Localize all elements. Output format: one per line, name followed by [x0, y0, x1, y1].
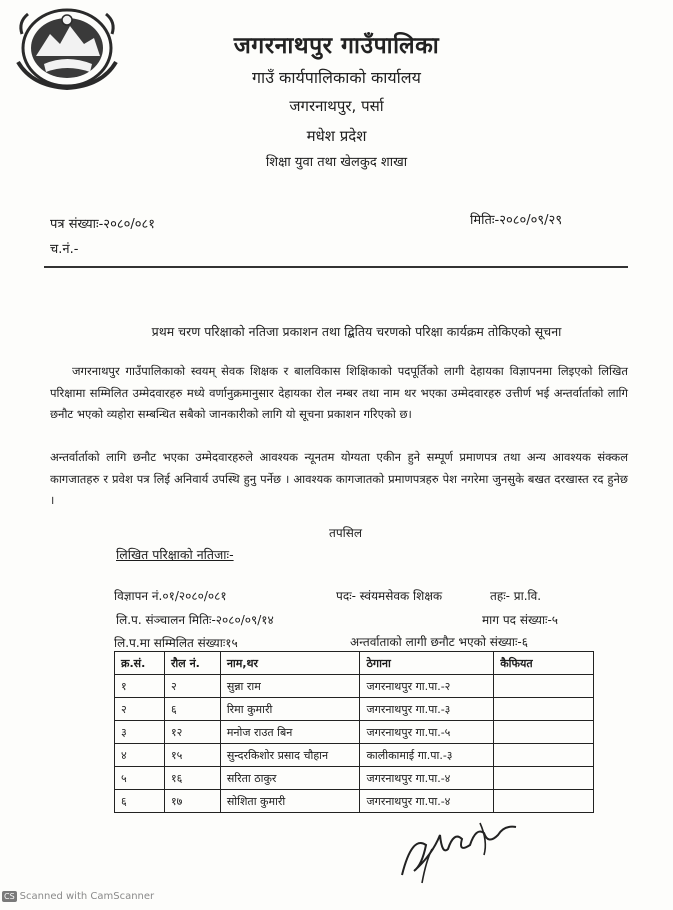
cell-address: जगरनाथपुर गा.पा.-५	[360, 721, 494, 744]
body-paragraph-2: अन्तर्वार्ताको लागि छनौट भएका उम्मेदवारहरुले आवश्यक न्यूनतम योग्यता एकीन हुने सम्पूर्ण प्रमाणपत्र तथा अन्य आवश्यक संक्कल कागजातहरु र प्रवेश पत्र लिई अनिवार्य उपस्थि हुनु पर्नेछ । आवश्यक कागजातको प्रमाणपत्रहरु पेश नगरेमा जुनसुके बखत दरखास्त रद हुनेछ ।	[50, 450, 628, 507]
camscanner-watermark	[2, 891, 154, 902]
dispatch-number: च.नं.-	[50, 242, 79, 257]
cell-roll: २	[164, 675, 220, 698]
notice-subject: प्रथम चरण परिक्षाको नतिजा प्रकाशन तथा द्बितिय चरणको परिक्षा कार्यक्रम तोकिएको सूचना	[151, 324, 562, 339]
handwritten-signature	[392, 805, 522, 885]
table-row	[115, 767, 594, 790]
cell-address: कालीकामाई गा.पा.-३	[360, 744, 494, 767]
details-heading: तपसिल	[328, 526, 362, 540]
cell-serial: ६	[115, 790, 165, 813]
demand-post-count: माग पद संख्याः-५	[482, 613, 559, 627]
written-result-heading: लिखित परिक्षाको नतिजाः-	[116, 547, 234, 562]
cell-remarks	[494, 744, 594, 767]
cell-address: जगरनाथपुर गा.पा.-३	[360, 698, 494, 721]
cell-remarks	[494, 698, 594, 721]
advertisement-number: विज्ञापन नं.०१/२०८०/०८१	[114, 589, 227, 603]
cell-name: सरिता ठाकुर	[220, 767, 360, 790]
office-name: गाउँ कार्यपालिकाको कार्यालय	[252, 68, 421, 87]
body-paragraph-1: जगरनाथपुर गाउँपालिकाको स्वयम् सेवक शिक्षक र बालविकास शिक्षिकाको पदपूर्तिको लागी देहायका विज्ञापनमा लिइएको लिखित परिक्षामा सम्मिलित उम्मेदवारहरु मध्ये वर्णानुक्रमानुसार देहायका रोल नम्बर तथा नाम थर भएका उम्मेदवारहरु उत्तीर्ण भई अन्तर्वार्ताको लागि छनौट भएको व्यहोरा सम्बन्धित सबैको जानकारीको लागि यो सूचना प्रकाशन गरिएको छ।	[50, 364, 628, 421]
exam-date: लि.प. संञ्चालन मितिः-२०८०/०९/१४	[116, 613, 274, 627]
results-table	[114, 651, 594, 813]
cell-serial: २	[115, 698, 165, 721]
cell-serial: १	[115, 675, 165, 698]
post-name: पदः- स्वंयमसेवक शिक्षक	[336, 589, 443, 603]
office-address: जगरनाथपुर, पर्सा	[289, 97, 384, 115]
cell-remarks	[494, 675, 594, 698]
participants-count: लि.प.मा सम्मिलित संख्याः१५	[114, 636, 238, 650]
cell-serial: ४	[115, 744, 165, 767]
letter-date: मितिः-२०८०/०९/२९	[470, 213, 563, 228]
cell-name: सुन्दरकिशोर प्रसाद चौहान	[220, 744, 360, 767]
cell-address: जगरनाथपुर गा.पा.-४	[360, 767, 494, 790]
table-row	[115, 744, 594, 767]
cell-roll: १७	[164, 790, 220, 813]
cell-roll: १२	[164, 721, 220, 744]
cell-name: मनोज राउत बिन	[220, 721, 360, 744]
cell-name: सुन्ना राम	[220, 675, 360, 698]
header-address: ठेगाना	[360, 652, 494, 675]
cell-serial: ३	[115, 721, 165, 744]
selected-count: अन्तर्वाताको लागी छनौट भएको संख्याः-६	[350, 635, 528, 649]
post-level: तहः- प्रा.वि.	[490, 589, 542, 603]
province-name: मधेश प्रदेश	[306, 127, 367, 145]
municipality-title: जगरनाथपुर गाउँपालिका	[233, 33, 440, 59]
header-name: नाम,थर	[220, 652, 360, 675]
cell-roll: १६	[164, 767, 220, 790]
cell-remarks	[494, 721, 594, 744]
cell-remarks	[494, 767, 594, 790]
cell-address: जगरनाथपुर गा.पा.-४	[360, 790, 494, 813]
cell-address: जगरनाथपुर गा.पा.-२	[360, 675, 494, 698]
cell-roll: १५	[164, 744, 220, 767]
table-row	[115, 698, 594, 721]
header-roll: रौल नं.	[164, 652, 220, 675]
cell-name: रिमा कुमारी	[220, 698, 360, 721]
table-row	[115, 675, 594, 698]
header-remarks: कैफियत	[494, 652, 594, 675]
letter-number: पत्र संख्याः-२०८०/०८१	[50, 217, 156, 232]
cell-name: सोशिता कुमारी	[220, 790, 360, 813]
cell-roll: ६	[164, 698, 220, 721]
table-row	[115, 721, 594, 744]
table-header-row	[115, 652, 594, 675]
section-name: शिक्षा युवा तथा खेलकुद शाखा	[265, 155, 408, 170]
header-divider	[44, 266, 628, 268]
cell-serial: ५	[115, 767, 165, 790]
camscanner-icon: CS	[4, 892, 15, 901]
watermark-text: Scanned with CamScanner	[19, 891, 155, 902]
header-serial: क्र.सं.	[115, 652, 165, 675]
